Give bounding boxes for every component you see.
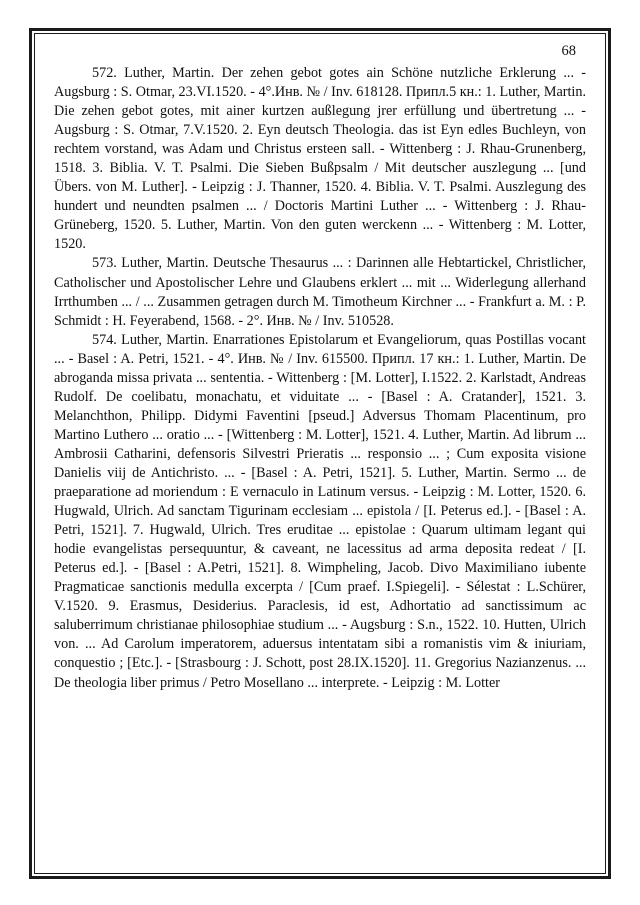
catalog-entry-574: 574. Luther, Martin. Enarrationes Epistolarum et Evangeliorum, quas Postillas vocant ... - Basel : A. Petri, 1521. - 4°. Инв. № / Inv. 615500. Припл. 17 кн.: 1. Luther, Martin. De abroganda missa privata ... sententia. - Wittenberg : [M. Lotter], I.1522. 2. Karlstadt, Andreas Rudolf. De coelibatu, monachatu, et viduitate ... - [Basel : A. Cratander], 1521. 3. Melanchthon, Philipp. Didymi Faventini [pseud.] Adversus Thomam Placentinum, pro Martino Luthero ... oratio ... - [Wittenberg : M. Lotter], 1521. 4. Luther, Martin. Ad librum ... Ambrosii Catharini, defensoris Silvestri Prieratis ... responsio ... ; Cum exposita visione Danielis viij de Antichristo. ... - [Basel : A. Petri, 1521]. 5. Luther, Martin. Sermo ... de praeparatione ad moriendum : E vernaculo in Latinum versus. - Leipzig : M. Lotter, 1520. 6. Hugwald, Ulrich. Ad sanctam Tigurinam ecclesiam ... epistola / [I. Peterus ed.]. - [Basel : A. Petri, 1521]. 7. Hugwald, Ulrich. Tres eruditae ... epistolae : Quarum ultimam legant qui hodie evangelistas persequuntur, & caveant, ne lacessitus ad arma deposita redeat / [I. Peterus ed.]. - [Basel : A.Petri, 1521]. 8. Wimpheling, Jacob. Divo Maximiliano iubente Pragmaticae sanctionis medulla excerpta / [Cum praef. I.Spiegeli]. - Sélestat : L.Schürer, V.1520. 9. Erasmus, Desiderius. Paraclesis, id est, Adhortatio ad sanctissimum ac saluberrimum christianae philosophiae studium ... - Augsburg : S.n., 1522. 10. Hutten, Ulrich von. ... Ad Carolum imperatorem, aduersus intentatam sibi a romanistis vim & iniuriam, conquestio ; [Etc.]. - [Strasbourg : J. Schott, post 28.IX.1520]. 11. Gregorius Nazianzenus. ... De theologia liber primus / Petro Mosellano ... interprete. - Leipzig : M. Lotter [54,331,586,691]
catalog-entry-572: 572. Luther, Martin. Der zehen gebot gotes ain Schöne nutzliche Erklerung ... - Augsburg : S. Otmar, 23.VI.1520. - 4°.Инв. № / Inv. 618128. Припл.5 кн.: 1. Luther, Martin. Die zehen gebot gotes, mit ainer kurtzen außlegung jrer erfüllung und übertretung ... - Augsburg : S. Otmar, 7.V.1520. 2. Eyn deutsch Theologia. das ist Eyn edles Buchleyn, von rechtem vorstand, was Adam und Christus ersteen sall. - Wittenberg : J. Rhau-Grunenberg, 1518. 3. Biblia. V. T. Psalmi. Die Sieben Bußpsalm / Mit deutscher auszlegung ... [und Übers. von M. Luther]. - Leipzig : J. Thanner, 1520. 4. Biblia. V. T. Psalmi. Auszlegung des hundert und neundten psalmen ... / Doctoris Martini Luther ... - Wittenberg : J. Rhau-Grüneberg, 1520. 5. Luther, Martin. Von den guten werckenn ... - Wittenberg : M. Lotter, 1520. [54,65,586,253]
catalog-entry-573: 573. Luther, Martin. Deutsche Thesaurus ... : Darinnen alle Hebtartickel, Christlicher, Catholischer und Apostolischer Lehre und Glaubens erklert ... mit ... Widerlegung allerhand Irrthumben ... / ... Zusammen getragen durch M. Timotheum Kirchner ... - Frankfurt a. M. : P. Schmidt : H. Feyerabend, 1568. - 2°. Инв. № / Inv. 510528. [54,255,586,329]
page-number: 68 [561,43,576,59]
catalog-entries [54,64,586,693]
